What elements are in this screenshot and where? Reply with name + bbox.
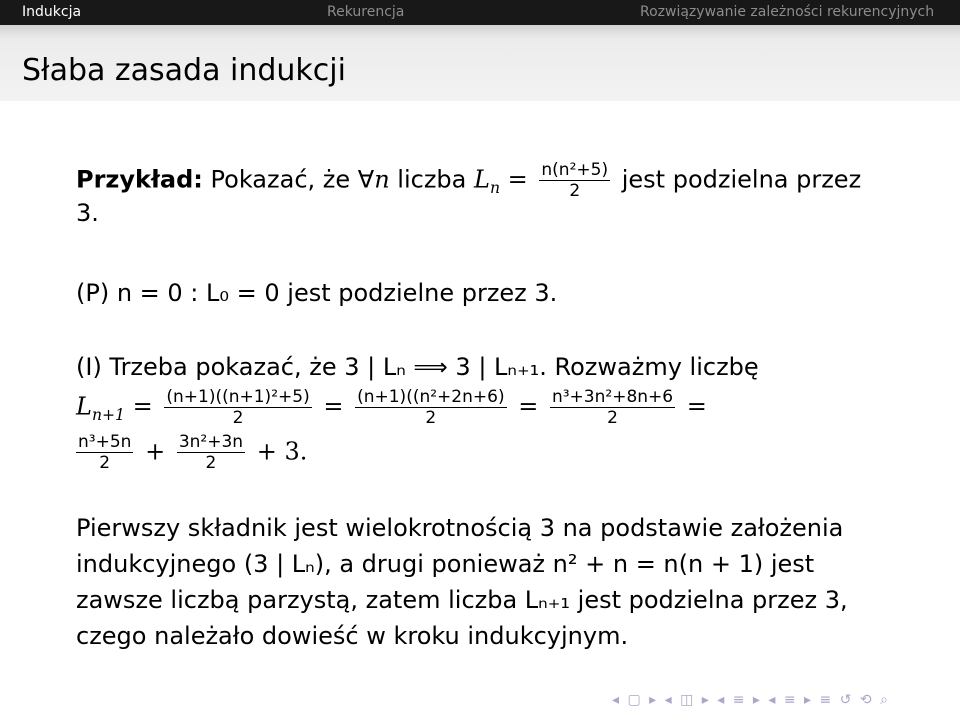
step-tail: + 3. bbox=[256, 437, 308, 466]
example-text-1: Pokazać, że ∀ bbox=[210, 165, 375, 194]
step-fraction-4 bbox=[76, 432, 133, 473]
example-text-3: jest podzielna przez bbox=[621, 165, 862, 194]
nav-section-indukcja[interactable]: Indukcja bbox=[22, 4, 82, 20]
inductive-step-equation-1 bbox=[76, 387, 707, 428]
step-eq-2: = bbox=[323, 392, 344, 421]
step-eq-4: = bbox=[686, 392, 707, 421]
conclusion-line-3: zawsze liczbą parzystą, zatem liczba Lₙ₊₁ jest podzielna przez 3, bbox=[76, 586, 848, 614]
step-fraction-5-numerator: 3n²+3n bbox=[178, 432, 244, 452]
step-eq-3: = bbox=[518, 392, 539, 421]
base-case-line: (P) n = 0 : L₀ = 0 jest podzielne przez 3. bbox=[76, 279, 558, 307]
step-lhs: L bbox=[76, 392, 92, 421]
step-plus: + bbox=[145, 437, 166, 466]
example-fraction-denominator: 2 bbox=[569, 181, 581, 201]
example-fraction bbox=[539, 160, 610, 201]
conclusion-paragraph bbox=[76, 510, 848, 654]
example-L: L bbox=[474, 165, 490, 194]
example-text-2: liczba bbox=[397, 165, 467, 194]
step-fraction-2-numerator: (n+1)((n²+2n+6) bbox=[357, 387, 505, 407]
step-fraction-3-denominator: 2 bbox=[607, 408, 618, 428]
conclusion-line-4: czego należało dowieść w kroku indukcyjnym. bbox=[76, 622, 629, 650]
example-L-sub: n bbox=[489, 178, 500, 197]
step-lhs-sub: n+1 bbox=[91, 405, 125, 424]
step-fraction-1-numerator: (n+1)((n+1)²+5) bbox=[166, 387, 310, 407]
frame-title: Słaba zasada indukcji bbox=[22, 53, 346, 88]
inductive-step-equation-2 bbox=[76, 432, 307, 473]
example-statement bbox=[76, 160, 861, 201]
step-eq-1: = bbox=[132, 392, 153, 421]
nav-section-rozwiazywanie[interactable]: Rozwiązywanie zależności rekurencyjnych bbox=[640, 4, 935, 20]
conclusion-line-2: indukcyjnego (3 | Lₙ), a drugi ponieważ n² + n = n(n + 1) jest bbox=[76, 550, 815, 578]
step-fraction-3-numerator: n³+3n²+8n+6 bbox=[551, 387, 674, 407]
section-navigation-bar bbox=[0, 0, 960, 25]
step-fraction-4-denominator: 2 bbox=[99, 453, 111, 473]
inductive-step-line-1: (I) Trzeba pokazać, że 3 | Lₙ ⟹ 3 | Lₙ₊₁. Rozważmy liczbę bbox=[76, 353, 759, 381]
example-label: Przykład: bbox=[76, 165, 203, 194]
step-fraction-3 bbox=[550, 387, 675, 428]
step-fraction-5-denominator: 2 bbox=[205, 453, 217, 473]
step-fraction-4-numerator: n³+5n bbox=[78, 432, 132, 452]
step-fraction-2 bbox=[355, 387, 506, 428]
step-fraction-1-denominator: 2 bbox=[232, 408, 244, 428]
step-fraction-1 bbox=[164, 387, 311, 428]
example-line-2: 3. bbox=[76, 199, 99, 227]
beamer-navigation-symbols[interactable]: ◂ ▢ ▸ ◂ ◫ ▸ ◂ ≡ ▸ ◂ ≡ ▸ ≡ ↺ ⟲ ⌕ bbox=[612, 692, 890, 708]
step-fraction-5 bbox=[177, 432, 245, 473]
conclusion-line-1: Pierwszy składnik jest wielokrotnością 3 na podstawie założenia bbox=[76, 514, 844, 542]
example-eq: = bbox=[507, 165, 528, 194]
nav-section-rekurencja[interactable]: Rekurencja bbox=[327, 4, 405, 20]
example-fraction-numerator: n(n²+5) bbox=[541, 160, 609, 180]
example-var-n: n bbox=[374, 165, 390, 194]
step-fraction-2-denominator: 2 bbox=[425, 408, 437, 428]
